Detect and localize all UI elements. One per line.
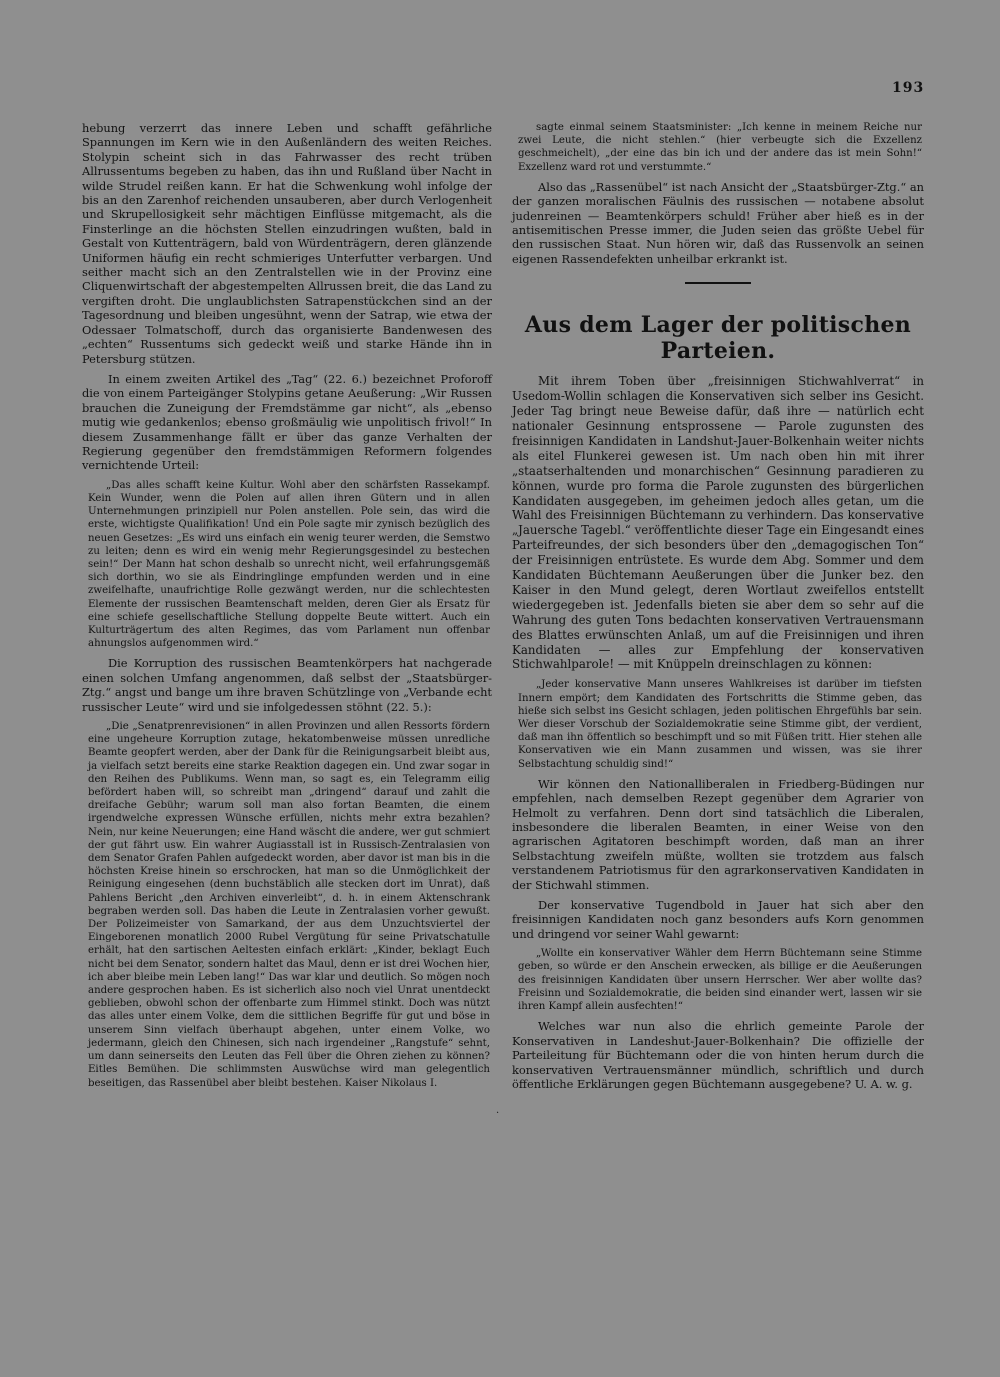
page-number: 193 <box>892 80 925 96</box>
lead-paragraph: Mit ihrem Toben über „freisinnigen Stichwahlverrat“ in Usedom-Wollin schlagen die Konservativen sich selber ins Gesicht. Jeder Tag bringt neue Beweise dafür, daß ihre — natürlich echt nationaler Gesinnung entsprossene — Parole zugunsten des freisinnigen Kandidaten in Landshut-Jauer-Bolkenhain weiter nichts als eitel Flunkerei gewesen ist. Um nach oben hin mit ihrer „staatserhaltenden und monarchischen“ Gesinnung paradieren zu können, wurde pro forma die Parole zugunsten des bürgerlichen Kandidaten ausgegeben, im geheimen jedoch alles getan, um die Wahl des Freisinnigen Büchtemann zu verhindern. Das konservative „Jauersche Tagebl.“ veröffentlichte dieser Tage ein Eingesandt eines Parteifreundes, der sich besonders über den „demagogischen Ton“ der Freisinnigen entrüstete. Es wurde dem Abg. Sommer und dem Kandidaten Büchtemann Aeußerungen über die Junker bez. den Kaiser in den Mund gelegt, deren Wortlaut zweifellos entstellt wiedergegeben ist. Jedenfalls bieten sie aber dem so sehr auf die Wahrung des guten Tons bedachten konservativen Vertrauensmann des Blattes erwünschten Anlaß, um auf die Freisinnigen und ihren Kandidaten — alles zur Empfehlung der konservativen Stichwahlparole! — mit Knüppeln dreinschlagen zu können: <box>512 374 924 672</box>
quoted-passage: „Die „Senatprenrevisionen“ in allen Provinzen und allen Ressorts fördern eine ungeheure Korruption zutage, hekatombenweise müssen unredliche Beamte geopfert werden, aber der Dank für die Reinigungsarbeit bleibt aus, ja vielfach setzt bereits eine starke Reaktion dagegen ein. Und zwar sogar in den Reihen des Publikums. Wenn man, so sagt es, ein Telegramm eilig befördert haben will, so schreibt man „dringend“ darauf und zahlt die dreifache Gebühr; warum soll man also fortan Beamten, die einem irgendwelche expressen Wünsche erfüllen, nichts mehr extra bezahlen? Nein, nur keine Neuerungen; eine Hand wäscht die andere, wer gut schmiert der gut fährt usw. Ein wahrer Augiasstall ist in Russisch-Zentralasien von dem Senator Grafen Pahlen aufgedeckt worden, aber davor ist man bis in die höchsten Kreise hinein so erschrocken, hat man so die Unmöglichkeit der Reinigung eingesehen (denn buchstäblich alle stecken dort im Unrat), daß Pahlens Bericht „den Archiven einverleibt“, d. h. in einem Aktenschrank begraben werden soll. Das haben die Leute in Zentralasien vorher gewußt. Der Polizeimeister von Samarkand, der aus dem Unzuchtsviertel der Eingeborenen monatlich 2000 Rubel Vergütung für seine Privatschatulle erhält, hat den sartischen Aeltesten einfach erklärt: „Kinder, beklagt Euch nicht bei dem Senator, sondern haltet das Maul, denn er ist drei Wochen hier, ich aber bleibe mein Leben lang!“ Das war klar und deutlich. So mögen noch andere gesprochen haben. Es ist sicherlich also noch viel Unrat unentdeckt geblieben, obwohl schon der offenbarte zum Himmel stinkt. Doch was nützt das alles unter einem Volke, dem die sittlichen Begriffe für gut und böse in unserem Sinn vielfach überhaupt abgehen, unter einem Volke, wo jedermann, gleich den Chinesen, sich nach irgendeiner „Rangstufe“ sehnt, um dann seinerseits den Leuten das Fell über die Ohren ziehen zu können? Eitles Bemühen. Die schlimmsten Auswüchse wird man gelegentlich beseitigen, das Rassenübel aber bleibt bestehen. Kaiser Nikolaus I. <box>88 721 490 1089</box>
right-column-top <box>512 121 924 266</box>
paragraph: Wir können den Nationalliberalen in Friedberg-Büdingen nur empfehlen, nach demselben Rezept gegenüber dem Agrarier von Helmolt zu verfahren. Denn dort sind tatsächlich die Liberalen, insbesondere die liberalen Beamten, in einer Weise von den agrarischen Agitatoren beschimpft worden, daß man an ihrer Selbstachtung zweifeln müßte, wollten sie trotzdem aus falsch verstandenem Patriotismus für den agrarkonservativen Kandidaten in der Stichwahl stimmen. <box>512 776 924 892</box>
margin-mark: · <box>496 1108 500 1119</box>
paragraph: Also das „Rassenübel“ ist nach Ansicht der „Staatsbürger-Ztg.“ an der ganzen moralischen Fäulnis des russischen — notabene absolut judenreinen — Beamtenkörpers schuld! Früher aber hieß es in der antisemitischen Presse immer, die Juden seien das größte Uebel für den russischen Staat. Nun hören wir, daß das Russenvolk an seinen eigenen Rassendefekten unheilbar erkrankt ist. <box>512 179 924 266</box>
section-heading: Aus dem Lager der politischen Parteien. <box>524 312 912 365</box>
paragraph: hebung verzerrt das innere Leben und schafft gefährliche Spannungen im Kern wie in den Außenländern des weiten Reiches. Stolypin scheint sich in das Fahrwasser des recht trüben Allrussentums begeben zu haben, das ihn und Rußland über Nacht in wilde Strudel reißen kann. Er hat die Schwenkung wohl infolge der bis an den Zarenhof reichenden unsauberen, aber durch Verlogenheit und Skrupellosigkeit sehr mächtigen Einflüsse mitgemacht, als die Finsterlinge an die höchsten Stellen einzudringen wußten, bald in Gestalt von Kuttenträgern, bald von Würdenträgern, deren glänzende Uniformen häufig ein recht schmieriges Unterfutter verbargen. Und seither macht sich an den Zentralstellen wie in der Provinz eine Cliquenwirtschaft der abgestempelten Allrussen breit, die das Land zu vergiften droht. Die unglaublichsten Satrapenstückchen sind an der Tagesordnung und bleiben ungesühnt, wenn der Satrap, wie etwa der Odessaer Tolmatschoff, durch das organisierte Bandenwesen des „echten“ Russentums sich gedeckt weiß und starke Hände ihn in Petersburg stützen. <box>82 121 492 366</box>
right-column <box>512 121 924 1097</box>
paragraph: Die Korruption des russischen Beamtenkörpers hat nachgerade einen solchen Umfang angenommen, daß selbst der „Staatsbürger-Ztg.“ angst und bange um ihre braven Schützlinge von „Verbande echt russischer Leute“ wird und sie infolgedessen stöhnt (22. 5.): <box>82 656 492 714</box>
paragraph: In einem zweiten Artikel des „Tag“ (22. 6.) bezeichnet Proforoff die von einem Parteigänger Stolypins getane Aeußerung: „Wir Russen brauchen die Zuneigung der Fremdstämme gar nicht“, als „ebenso mutig wie gedankenlos; ebenso großmäulig wie unpolitisch frivol!“ In diesem Zusammenhange fällt er über das ganze Verhalten der Regierung gegenüber den fremdstämmigen Reformern folgendes vernichtende Urteil: <box>82 371 492 473</box>
quoted-passage: „Jeder konservative Mann unseres Wahlkreises ist darüber im tiefsten Innern empört; dem Kandidaten des Fortschritts die Stimme geben, das hieße sich selbst ins Gesicht schlagen, jeden politischen Ehrgefühls bar sein. Wer dieser Vorschub der Sozialdemokratie seine Stimme gibt, der verdient, daß man ihn öffentlich so beschimpft und so mit Füßen tritt. Hier stehen alle Konservativen wie ein Mann zusammen und wissen, was sie ihrer Selbstachtung schuldig sind!“ <box>518 679 922 770</box>
quoted-passage: sagte einmal seinem Staatsminister: „Ich kenne in meinem Reiche nur zwei Leute, die nicht stehlen.“ (hier verbeugte sich die Exzellenz geschmeichelt), „der eine das bin ich und der andere das ist mein Sohn!“ Exzellenz ward rot und verstummte.“ <box>518 122 922 173</box>
paragraph: Der konservative Tugendbold in Jauer hat sich aber den freisinnigen Kandidaten noch ganz besonders aufs Korn genommen und dringend vor seiner Wahl gewarnt: <box>512 898 924 941</box>
right-column-bottom <box>512 374 924 1091</box>
quoted-passage: „Das alles schafft keine Kultur. Wohl aber den schärfsten Rassekampf. Kein Wunder, wenn die Polen auf allen ihren Gütern und in allen Unternehmungen prinzipiell nur Polen anstellen. Pole sein, das wird die erste, wichtigste Qualifikation! Und ein Pole sagte mir zynisch bezüglich des neuen Gesetzes: „Es wird uns einfach ein wenig teurer werden, die Semstwo zu leiten; denn es wird ein wenig mehr Regierungsgesindel zu bestechen sein!“ Der Mann hat schon deshalb so unrecht nicht, weil erfahrungsgemäß sich dorthin, wo sie als Eindringlinge empfunden werden und in eine zweifelhafte, unaufrichtige Rolle gezwängt werden, nur die schlechtesten Elemente der russischen Beamtenschaft melden, deren Gier als Ersatz für eine schiefe gesellschaftliche Stellung doppelte Beute wittert. Auch ein Kulturträgertum des alten Regimes, das vom Parlament nun offenbar ahnungslos aufgenommen wird.“ <box>88 479 490 650</box>
section-divider <box>685 282 751 284</box>
left-column <box>82 121 492 1096</box>
quoted-passage: „Wollte ein konservativer Wähler dem Herrn Büchtemann seine Stimme geben, so würde er den Anschein erwecken, als billige er die Aeußerungen des freisinnigen Kandidaten über unsern Herrscher. Wer aber wollte das? Freisinn und Sozialdemokratie, die beiden sind einander wert, lassen wir sie ihren Kampf allein ausfechten!“ <box>518 948 922 1013</box>
paragraph: Welches war nun also die ehrlich gemeinte Parole der Konservativen in Landeshut-Jauer-Bolkenhain? Die offizielle der Parteileitung für Büchtemann oder die von hinten herum durch die konservativen Vertrauensmänner mündlich, schriftlich und durch öffentliche Erklärungen gegen Büchtemann ausgegebene? U. A. w. g. <box>512 1019 924 1091</box>
